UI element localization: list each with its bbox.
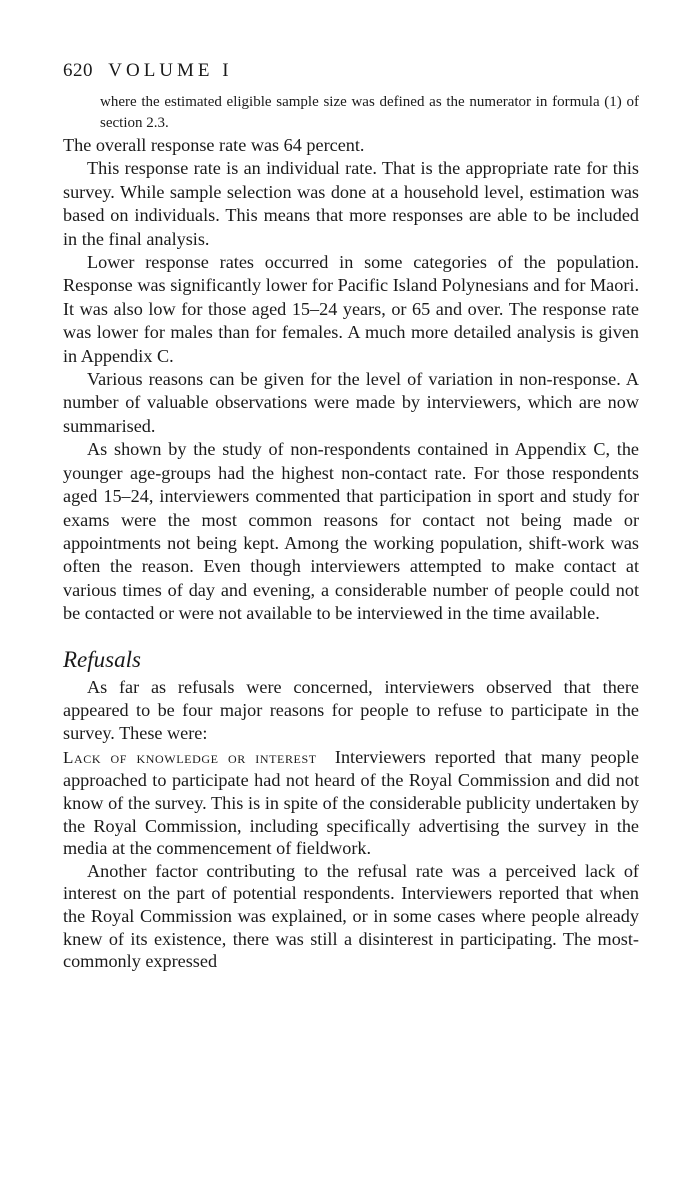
paragraph-refusals-intro: As far as refusals were concerned, interviewers observed that there appeared to be four major reasons for people to refuse to participate in the survey. These were: [63,676,639,744]
lack-of-knowledge-text: Interviewers reported that many people approached to participate had not heard of the Royal Commission and did not know of the survey. This is in spite of the considerable publicity undertaken by the Royal Commission, including specifically advertising the survey in the media at the commencement of fieldwork. [63,746,639,859]
section-heading-refusals: Refusals [63,646,141,672]
page-number: 620 [63,60,93,81]
paragraph-lack-of-knowledge [63,746,639,860]
running-head [63,60,639,82]
paragraph-lower-rates: Lower response rates occurred in some categories of the population. Response was significantly lower for Pacific Island Polynesians and for Maori. It was also low for those aged 15–24 years, or 65 and over. The response rate was lower for males than for females. A much more detailed analysis is given in Appendix C. [63,252,639,366]
formula-note: where the estimated eligible sample size was defined as the numerator in formula (1) of section 2.3. [100,94,639,131]
paragraph-another-factor: Another factor contributing to the refusal rate was a perceived lack of interest on the part of potential respondents. Interviewers reported that when the Royal Commission was explained, or in some cases where people already knew of its existence, there was still a disinterest in participating. The most-commonly expressed [63,860,639,972]
paragraph-individual-rate: This response rate is an individual rate. That is the appropriate rate for this survey. While sample selection was done at a household level, estimation was based on individuals. This means that more responses are able to be included in the final analysis. [63,158,639,249]
paragraph-variation: Various reasons can be given for the level of variation in non-response. A number of valuable observations were made by interviewers, which are now summarised. [63,369,639,436]
book-page [63,60,639,973]
lack-of-knowledge-label: Lack of knowledge or interest [63,747,317,767]
volume-label: VOLUME I [108,60,233,81]
paragraph-non-contact: As shown by the study of non-respondents contained in Appendix C, the younger age-groups had the highest non-contact rate. For those respondents aged 15–24, interviewers commented that participation in sport and study for exams were the most common reasons for contact not being made or appointments not being kept. Among the working population, shift-work was often the reason. Even though interviewers attempted to make contact at various times of day and evening, a considerable number of people could not be contacted or were not available to be interviewed in the time available. [63,439,639,624]
paragraph-overall-rate: The overall response rate was 64 percent. [63,135,365,155]
